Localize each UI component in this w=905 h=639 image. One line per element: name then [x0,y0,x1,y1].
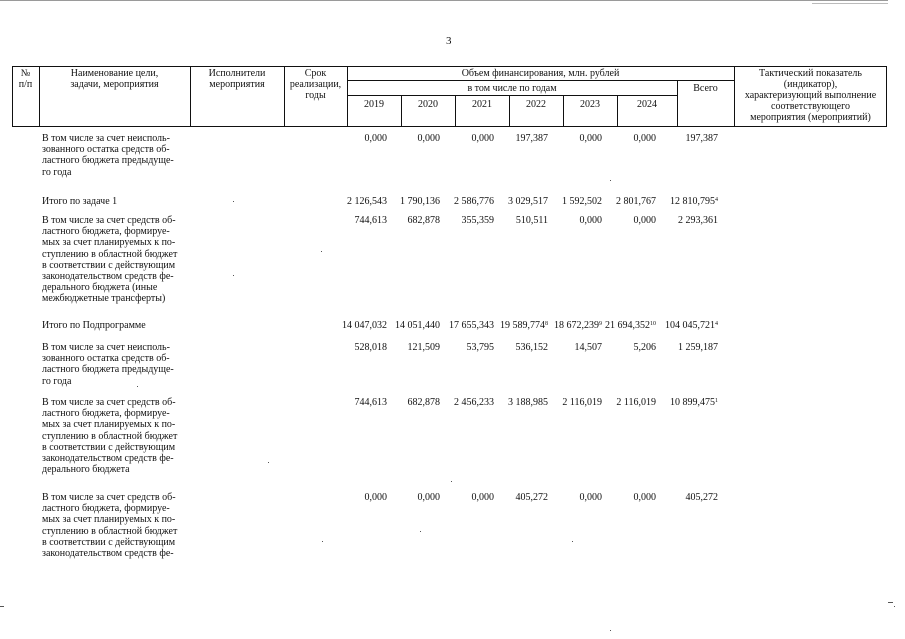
header-by-years: в том числе по годам [467,83,557,94]
year-value-cell [467,342,495,353]
year-value: 21 694,352 [605,320,650,331]
footnote-mark: 1 [715,398,718,404]
description-line: го года [42,375,72,387]
description-line: ластного бюджета предыдуще- [42,155,174,167]
description-line: ластного бюджета предыдуще- [42,364,174,376]
year-value-cell [554,320,602,331]
row-description [42,492,188,559]
year-value: 121,509 [407,342,440,353]
year-value: 3 029,517 [508,196,548,207]
year-value-cell [580,133,603,144]
description-line: го года [42,166,72,178]
description-line: законодательством средств фе- [42,453,174,465]
page-number: 3 [446,35,452,47]
year-value: 0,000 [633,133,656,144]
row-separator [347,80,734,81]
year-value: 0,000 [633,492,656,503]
year-value-cell [472,492,495,503]
total-value: 197,387 [685,133,718,144]
year-value-cell [408,342,441,353]
scan-speck [322,541,323,542]
header-year: 2022 [526,99,546,110]
year-value: 2 586,776 [454,196,494,207]
year-value: 536,152 [515,342,548,353]
description-line: ступлению в областной бюджет [42,248,178,260]
description-line: законодательством средств фе- [42,548,174,560]
scan-speck [610,630,611,631]
header-name: Наименование цели, задачи, мероприятия [70,68,159,90]
year-value: 14 047,032 [342,320,387,331]
footnote-mark: 8 [545,321,548,327]
year-value: 0,000 [471,492,494,503]
year-value-cell [634,342,657,353]
description-line: мых за счет планируемых к по- [42,237,176,249]
footnote-mark: 9 [599,321,602,327]
year-value-cell [342,320,387,331]
year-value-cell [575,342,603,353]
year-value: 3 188,985 [508,397,548,408]
header-term: Срок реализации, годы [289,68,342,101]
row-description [42,342,188,387]
year-value-cell [580,215,603,226]
scan-speck [572,541,573,542]
year-value: 2 801,767 [616,196,656,207]
year-value: 0,000 [633,215,656,226]
header-executors: Исполнители мероприятия [208,68,266,90]
year-value: 0,000 [579,215,602,226]
year-value: 510,511 [515,215,548,226]
scan-speck [451,481,452,482]
description-line: в соответствии с действующим [42,259,176,271]
description-line: В том числе за счет неисполь- [42,133,170,144]
year-value-cell [365,133,388,144]
total-value-cell [678,215,718,226]
row-description [42,397,188,475]
year-value: 14 051,440 [395,320,440,331]
header-year: 2019 [364,99,384,110]
year-value: 19 589,774 [500,320,545,331]
top-border-line [0,0,888,1]
year-value-cell [408,397,441,408]
total-value-cell [670,397,718,408]
total-value: 2 293,361 [678,215,718,226]
year-value-cell [516,492,549,503]
year-value-cell [500,320,548,331]
description-line: зованного остатка средств об- [42,144,170,156]
total-value: 405,272 [685,492,718,503]
year-value-cell [355,215,388,226]
total-value: 1 259,187 [678,342,718,353]
year-value-cell [395,320,440,331]
scan-speck [420,531,421,532]
year-value-cell [347,196,387,207]
year-value: 2 456,233 [454,397,494,408]
description-line: ластного бюджета, формируе- [42,226,170,238]
year-value: 0,000 [579,492,602,503]
total-value-cell [665,320,718,331]
description-line: ластного бюджета, формируе- [42,408,170,420]
total-value: 104 045,721 [665,320,715,331]
footnote-mark: 4 [715,321,718,327]
footnote-mark: 4 [715,197,718,203]
year-value-cell [355,342,388,353]
description-line: зованного остатка средств об- [42,353,170,365]
year-value-cell [562,196,602,207]
description-line: межбюджетные трансферты) [42,293,166,305]
description-line: в соответствии с действующим [42,536,176,548]
year-value-cell [449,320,494,331]
year-value-cell [616,397,656,408]
year-value: 0,000 [417,492,440,503]
year-value: 1 592,502 [562,196,602,207]
header-year: 2024 [637,99,657,110]
description-line: ступлению в областной бюджет [42,430,178,442]
year-value-cell [562,397,602,408]
header-financing: Объем финансирования, млн. рублей [461,68,620,79]
header-indicator: Тактический показатель (индикатор), характеризующий выполнение соответствующего мероприятия (мероприятий) [744,68,877,123]
year-value: 682,878 [407,397,440,408]
year-value: 2 126,543 [347,196,387,207]
year-value: 197,387 [515,133,548,144]
description-line: мых за счет планируемых к по- [42,514,176,526]
scan-speck [233,275,234,276]
header-total: Всего [693,83,718,94]
year-value-cell [418,133,441,144]
year-value: 0,000 [471,133,494,144]
description-line: в соответствии с действующим [42,441,176,453]
year-value-cell [508,397,548,408]
scan-speck [894,606,895,607]
year-value: 0,000 [579,133,602,144]
description-line: Итого по задаче 1 [42,196,118,207]
description-line: мых за счет планируемых к по- [42,419,176,431]
total-value: 10 899,475 [670,397,715,408]
year-value: 0,000 [417,133,440,144]
year-value-cell [365,492,388,503]
year-value: 0,000 [364,492,387,503]
year-value-cell [516,342,549,353]
description-line: законодательством средств фе- [42,271,174,283]
scan-speck [137,386,138,387]
year-value: 405,272 [515,492,548,503]
row-description [42,196,188,207]
year-value-cell [634,492,657,503]
year-value: 18 672,239 [554,320,599,331]
total-value-cell [686,492,719,503]
total-value-cell [678,342,718,353]
scan-speck [610,180,611,181]
year-value-cell [462,215,495,226]
header-num: № п/п [18,68,33,90]
year-value-cell [454,397,494,408]
year-value-cell [516,133,549,144]
year-value: 14,507 [574,342,602,353]
scan-speck [233,201,234,202]
scan-speck [268,462,269,463]
year-value-cell [516,215,548,226]
row-separator [347,95,677,96]
year-value: 528,018 [354,342,387,353]
row-description [42,320,188,331]
year-value-cell [508,196,548,207]
year-value-cell [472,133,495,144]
year-value: 2 116,019 [562,397,602,408]
description-line: ластного бюджета, формируе- [42,503,170,515]
year-value-cell [580,492,603,503]
total-value-cell [670,196,718,207]
year-value: 1 790,136 [400,196,440,207]
scan-speck [321,251,322,252]
year-value: 0,000 [364,133,387,144]
year-value-cell [418,492,441,503]
year-value: 17 655,343 [449,320,494,331]
year-value-cell [408,215,441,226]
description-line: Итого по Подпрограмме [42,320,146,331]
description-line: В том числе за счет неисполь- [42,342,170,353]
year-value-cell [616,196,656,207]
scan-mark [0,606,4,607]
total-value-cell [686,133,719,144]
total-value: 12 810,795 [670,196,715,207]
description-line: В том числе за счет средств об- [42,397,176,408]
scan-mark [888,602,893,603]
header-year: 2023 [580,99,600,110]
year-value: 5,206 [633,342,656,353]
year-value-cell [454,196,494,207]
row-description [42,215,188,305]
description-line: ступлению в областной бюджет [42,525,178,537]
year-value: 682,878 [407,215,440,226]
year-value: 2 116,019 [616,397,656,408]
description-line: дерального бюджета [42,464,130,476]
year-value: 53,795 [466,342,494,353]
header-year: 2020 [418,99,438,110]
year-value-cell [400,196,440,207]
header-year: 2021 [472,99,492,110]
top-border-line-short [812,3,888,4]
year-value: 744,613 [354,397,387,408]
year-value: 744,613 [354,215,387,226]
year-value-cell [355,397,388,408]
year-value-cell [634,133,657,144]
year-value-cell [634,215,657,226]
description-line: В том числе за счет средств об- [42,492,176,503]
footnote-mark: 10 [650,321,656,327]
row-description [42,133,188,178]
year-value-cell [605,320,656,331]
description-line: В том числе за счет средств об- [42,215,176,226]
year-value: 355,359 [461,215,494,226]
description-line: дерального бюджета (иные [42,282,158,294]
